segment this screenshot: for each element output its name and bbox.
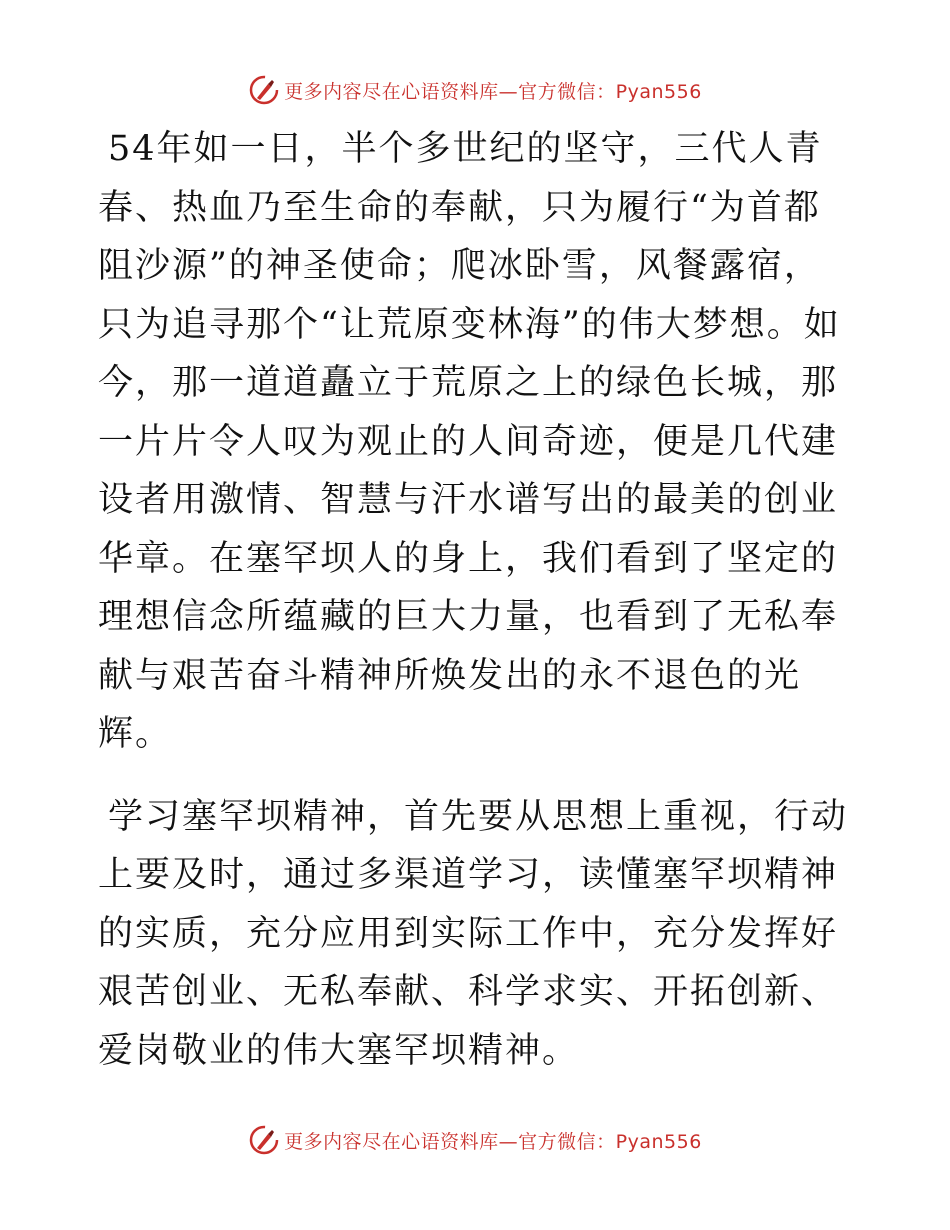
page-header-banner bbox=[0, 72, 950, 108]
footer-banner-text: 更多内容尽在心语资料库—官方微信：Pyan556 bbox=[284, 1130, 702, 1153]
pen-swirl-logo-icon bbox=[248, 74, 280, 106]
page-footer-banner bbox=[0, 1122, 950, 1158]
document-body bbox=[98, 120, 850, 1080]
paragraph-2: 学习塞罕坝精神，首先要从思想上重视，行动上要及时，通过多渠道学习，读懂塞罕坝精神的实质，充分应用到实际工作中，充分发挥好艰苦创业、无私奉献、科学求实、开拓创新、爱岗敬业的伟大塞罕坝精神。 bbox=[98, 796, 849, 1071]
paragraph-1: 54年如一日，半个多世纪的坚守，三代人青春、热血乃至生命的奉献，只为履行“为首都阻沙源”的神圣使命；爬冰卧雪，风餐露宿，只为追寻那个“让荒原变林海”的伟大梦想。如今，那一道道矗立于荒原之上的绿色长城，那一片片令人叹为观止的人间奇迹，便是几代建设者用激情、智慧与汗水谱写出的最美的创业华章。在塞罕坝人的身上，我们看到了坚定的理想信念所蕴藏的巨大力量，也看到了无私奉献与艰苦奋斗精神所焕发出的永不退色的光辉。 bbox=[98, 129, 841, 754]
pen-swirl-logo-icon bbox=[248, 1124, 280, 1156]
header-banner-text: 更多内容尽在心语资料库—官方微信：Pyan556 bbox=[284, 80, 702, 103]
